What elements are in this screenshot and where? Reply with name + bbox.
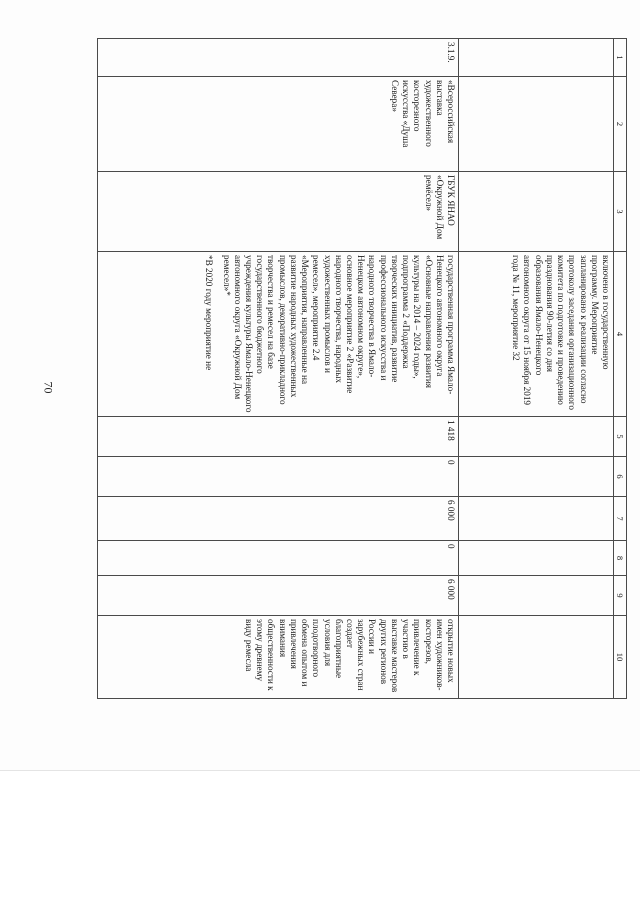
cell-basis xyxy=(98,252,459,417)
cell-event-name xyxy=(459,77,614,172)
header-col-6: 6 xyxy=(614,457,627,497)
header-col-7: 7 xyxy=(614,497,627,541)
table-row xyxy=(98,39,459,699)
cell-result: открытие новых имен художников-косторезов, привлечение к участию в выставке мастеров других регионов России и зарубежных стран создает благоприятные условия для плодотворного обмена опытом и привлечения внимания общественности к этому древнему виду ремесла xyxy=(98,616,459,699)
header-col-2: 2 xyxy=(614,77,627,172)
cell-number xyxy=(459,39,614,77)
header-col-9: 9 xyxy=(614,576,627,616)
header-col-1: 1 xyxy=(614,39,627,77)
table-row xyxy=(459,39,614,699)
cell-event-name: «Всероссийская выставка художественного косторезного искусства «Душа Севера» xyxy=(98,77,459,172)
header-col-3: 3 xyxy=(614,172,627,252)
cell-executor xyxy=(459,172,614,252)
cell-number: 3.1.9. xyxy=(98,39,459,77)
cell-result xyxy=(459,616,614,699)
rotated-table-content xyxy=(97,38,627,698)
cell-value-7 xyxy=(459,497,614,541)
cell-value-8 xyxy=(459,541,614,576)
cell-value-6: 0 xyxy=(98,457,459,497)
header-col-5: 5 xyxy=(614,417,627,457)
cell-basis-text: государственная программа Ямало-Ненецкого автономного округа «Основные направления развития культуры на 2014 – 2024 годы», подпрограмма 2 «Поддержка творческих инициатив, развитие профессионального искусства и народного творчества в Ямало-Ненецком автономном округе», основное мероприятие 2 «Развитие народного творчества, народных художественных промыслов и ремесел», мероприятие 2.4 «Мероприятия, направленные на развитие народных художественных промыслов, декоративно-прикладного творчества и ремесел на базе государственного бюджетного учреждения культуры Ямало-Ненецкого автономного округа «Окружной Дом ремесел»* xyxy=(221,255,456,413)
page-number: 70 xyxy=(41,381,56,394)
cell-executor: ГБУК ЯНАО «Окружной Дом ремёсел» xyxy=(98,172,459,252)
cell-basis: включено в государственную программу. Мероприятие запланировано к реализации согласно протоколу заседания организационного комитета по подготовке и проведению празднования 90-летия со дня образования Ямало-Ненецкого автономного округа от 15 ноября 2019 года № 11, мероприятие 32 xyxy=(459,252,614,417)
cell-value-5: 1 418 xyxy=(98,417,459,457)
header-col-4: 4 xyxy=(614,252,627,417)
cell-value-8: 0 xyxy=(98,541,459,576)
rotated-table-frame xyxy=(97,38,627,698)
cell-value-9: 6 000 xyxy=(98,576,459,616)
table-header-row xyxy=(614,39,627,699)
cell-basis-footnote: *В 2020 году мероприятие не xyxy=(204,255,215,371)
cell-value-9 xyxy=(459,576,614,616)
program-table xyxy=(97,38,627,699)
header-col-8: 8 xyxy=(614,541,627,576)
cell-value-5 xyxy=(459,417,614,457)
header-col-10: 10 xyxy=(614,616,627,699)
cell-value-6 xyxy=(459,457,614,497)
cell-value-7: 6 000 xyxy=(98,497,459,541)
